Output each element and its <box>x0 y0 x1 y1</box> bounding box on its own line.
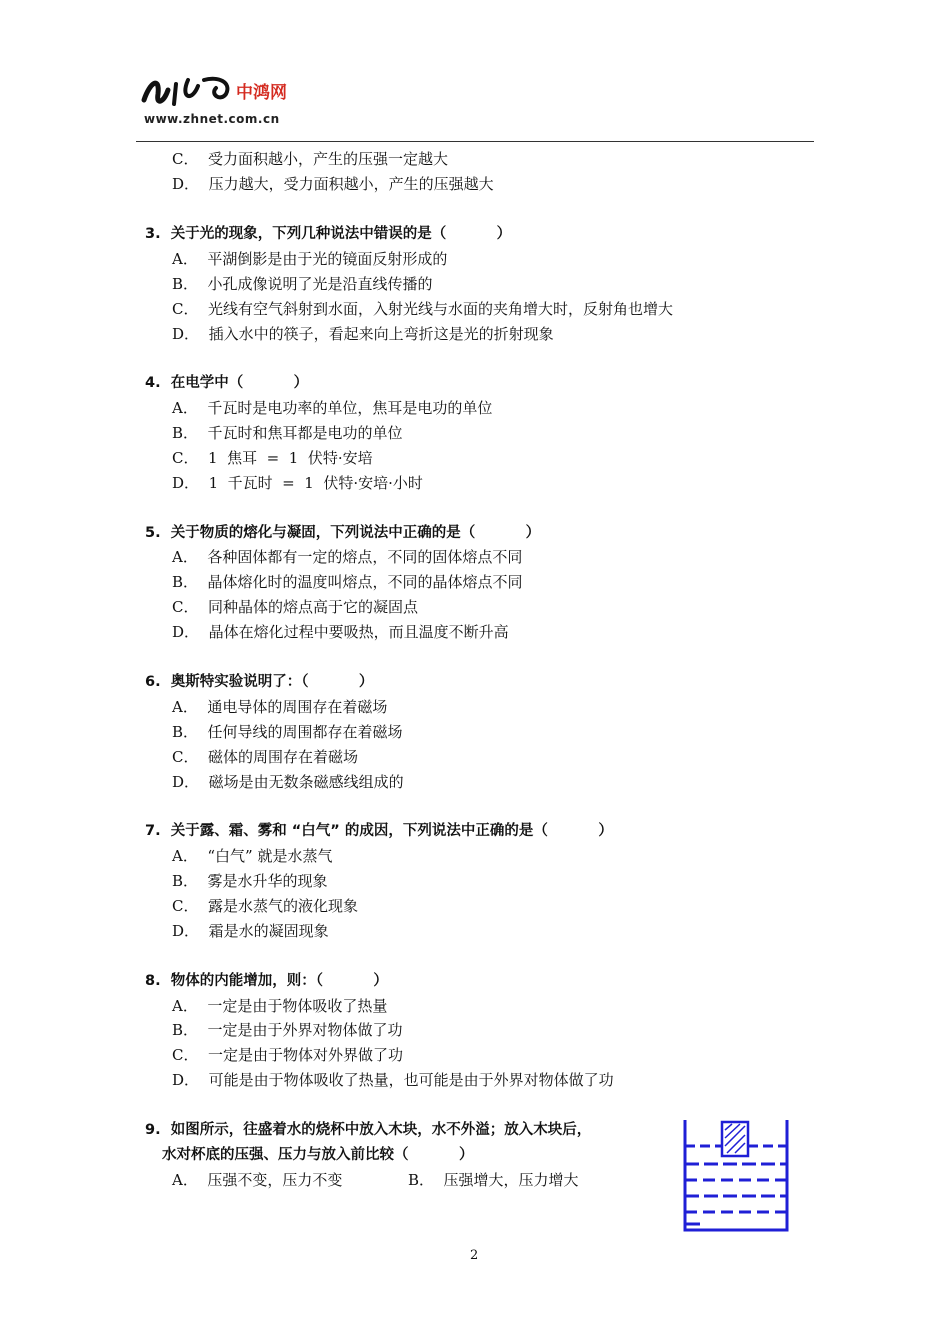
question-9-stem-line2: 水对杯底的压强、压力与放入前比较（ ） <box>162 1147 474 1163</box>
question-3-option-d: D． 插入水中的筷子，看起来向上弯折这是光的折射现象 <box>172 325 554 343</box>
question-8-option-c: C． 一定是由于物体对外界做了功 <box>172 1046 404 1064</box>
question-6-option-c: C． 磁体的周围存在着磁场 <box>172 748 359 766</box>
question-8-option-b: B． 一定是由于外界对物体做了功 <box>172 1021 403 1039</box>
question-5-stem: 5. 关于物质的熔化与凝固，下列说法中正确的是（ ） <box>145 525 541 541</box>
question-8-option-d: D． 可能是由于物体吸收了热量，也可能是由于外界对物体做了功 <box>172 1071 614 1089</box>
question-5-option-d: D． 晶体在熔化过程中要吸热，而且温度不断升高 <box>172 623 509 641</box>
question-8-option-a: A． 一定是由于物体吸收了热量 <box>172 997 388 1015</box>
question-3-stem: 3. 关于光的现象，下列几种说法中错误的是（ ） <box>145 226 512 242</box>
question-4-stem: 4. 在电学中（ ） <box>145 375 309 391</box>
question-5-option-c: C． 同种晶体的熔点高于它的凝固点 <box>172 598 419 616</box>
question-6-option-a: A． 通电导体的周围存在着磁场 <box>172 698 388 716</box>
question-4-option-d: D． 1 千瓦时 = 1 伏特·安培·小时 <box>172 474 423 492</box>
question-7-stem: 7. 关于露、霜、雾和 “白气” 的成因，下列说法中正确的是（ ） <box>145 823 613 839</box>
question-3-option-a: A． 平湖倒影是由于光的镜面反射形成的 <box>172 250 448 268</box>
question-7-option-a: A． “白气” 就是水蒸气 <box>172 847 333 865</box>
question-6-option-d: D． 磁场是由无数条磁感线组成的 <box>172 773 404 791</box>
question-9-option-a: A． 压强不变，压力不变 <box>172 1171 343 1189</box>
question-7-option-b: B． 雾是水升华的现象 <box>172 872 328 890</box>
question-4-option-c: C． 1 焦耳 = 1 伏特·安培 <box>172 449 373 467</box>
brand-logo-text: 中鸿网 <box>236 83 287 103</box>
question-9-stem-line1: 9. 如图所示，往盛着水的烧杯中放入木块，水不外溢；放入木块后， <box>145 1122 592 1138</box>
prev-option-c: C． 受力面积越小，产生的压强一定越大 <box>172 150 449 168</box>
question-9-option-b: B． 压强增大，压力增大 <box>408 1171 579 1189</box>
question-6-option-b: B． 任何导线的周围都存在着磁场 <box>172 723 403 741</box>
question-7-option-c: C． 露是水蒸气的液化现象 <box>172 897 359 915</box>
question-4-option-b: B． 千瓦时和焦耳都是电功的单位 <box>172 424 403 442</box>
prev-option-d: D． 压力越大，受力面积越小，产生的压强越大 <box>172 175 494 193</box>
page-number: 2 <box>470 1248 479 1263</box>
question-3-option-b: B． 小孔成像说明了光是沿直线传播的 <box>172 275 433 293</box>
question-4-option-a: A． 千瓦时是电功率的单位，焦耳是电功的单位 <box>172 399 493 417</box>
question-5-option-a: A． 各种固体都有一定的熔点，不同的固体熔点不同 <box>172 548 523 566</box>
question-6-stem: 6. 奥斯特实验说明了：（ ） <box>145 674 374 690</box>
header-divider <box>136 141 814 142</box>
question-8-stem: 8. 物体的内能增加，则：（ ） <box>145 973 388 989</box>
brand-url: www.zhnet.com.cn <box>144 112 280 126</box>
beaker-figure <box>680 1118 790 1234</box>
question-5-option-b: B． 晶体熔化时的温度叫熔点，不同的晶体熔点不同 <box>172 573 523 591</box>
question-7-option-d: D． 霜是水的凝固现象 <box>172 922 329 940</box>
question-3-option-c: C． 光线有空气斜射到水面，入射光线与水面的夹角增大时，反射角也增大 <box>172 300 674 318</box>
